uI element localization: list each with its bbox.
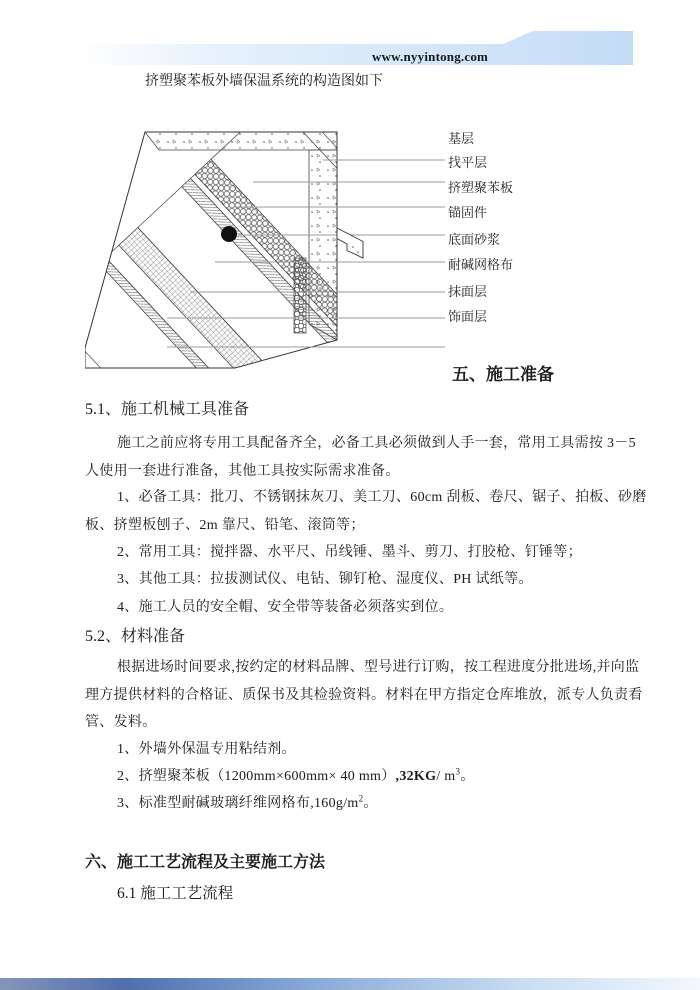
site-url: www.nyyintong.com: [372, 49, 489, 64]
banner-shape: [77, 31, 633, 65]
s52-item2-text: 2、挤塑聚苯板（1200mm×600mm× 40 mm）: [117, 769, 396, 784]
s52-item3-text: 3、标准型耐碱玻璃纤维网格布,160g/m: [117, 796, 359, 811]
label-base-layer: 基层: [448, 131, 475, 146]
s52-item2: [117, 765, 475, 785]
s52-para-line2: 理方提供材料的合格证、质保书及其检验资料。材料在甲方指定仓库堆放，派专人负责看: [85, 688, 643, 703]
section-6-1-heading: 6.1 施工工艺流程: [117, 885, 234, 902]
label-mesh-cloth: 耐碱网格布: [448, 257, 514, 272]
diagram-caption: 挤塑聚苯板外墙保温系统的构造图如下: [145, 74, 383, 89]
s52-para-line1: 根据进场时间要求,按约定的材料品牌、型号进行订购，按工程进度分批进场,并向监: [117, 660, 640, 675]
anchor-dot: [221, 226, 237, 242]
label-anchor: 锚固件: [448, 205, 488, 220]
base-top-face: [145, 132, 337, 150]
section-6-heading: 六、施工工艺流程及主要施工方法: [85, 854, 326, 871]
label-leveling-layer: 找平层: [448, 155, 488, 170]
s51-item2: 2、常用工具：搅拌器、水平尺、吊线锤、墨斗、剪刀、打胶枪、钉锤等；: [117, 545, 582, 560]
s51-para-line2: 人使用一套进行准备，其他工具按实际需求准备。: [85, 464, 400, 479]
s51-item1-line2: 板、挤塑板刨子、2m 靠尺、铅笔、滚筒等；: [85, 518, 365, 533]
section-5-1-heading: 5.1、施工机械工具准备: [85, 401, 250, 418]
section-5-2-heading: 5.2、材料准备: [85, 628, 186, 645]
s52-item2-unit: / m: [436, 769, 456, 784]
s51-item1-line1: 1、必备工具：批刀、不锈钢抹灰刀、美工刀、60cm 刮板、卷尺、锯子、拍板、砂磨: [117, 490, 647, 505]
s52-item2-period: 。: [460, 769, 475, 784]
corner-bracket: [337, 228, 363, 258]
s52-item3: [117, 792, 378, 812]
s52-para-line3: 管、发料。: [85, 715, 157, 730]
label-base-mortar: 底面砂浆: [448, 232, 501, 247]
wall-layers: [85, 110, 445, 380]
s52-item2-weight: ,32KG: [395, 769, 437, 784]
s51-item4: 4、施工人员的安全帽、安全带等装备必须落实到位。: [117, 600, 454, 615]
s52-item1: 1、外墙外保温专用粘结剂。: [117, 742, 296, 757]
s51-para-line1: 施工之前应将专用工具配备齐全，必备工具必须做到人手一套，常用工具需按 3－5: [117, 436, 636, 451]
header-banner: [0, 0, 700, 70]
base-wall-face: [309, 150, 337, 340]
wall-construction-diagram: [85, 110, 445, 380]
s52-item3-period: 。: [363, 796, 378, 811]
section-5-heading: 五、施工准备: [452, 365, 554, 384]
s51-item3: 3、其他工具：拉拔测试仪、电钻、铆钉枪、湿度仪、PH 试纸等。: [117, 572, 533, 587]
label-xps-board: 挤塑聚苯板: [448, 180, 514, 195]
s52-item3-sup: 2: [358, 793, 364, 804]
label-render-coat: 抹面层: [448, 284, 488, 299]
label-finish-coat: 饰面层: [448, 309, 488, 324]
s52-item2-sup: 3: [455, 766, 461, 777]
footer-bar: [0, 978, 700, 990]
